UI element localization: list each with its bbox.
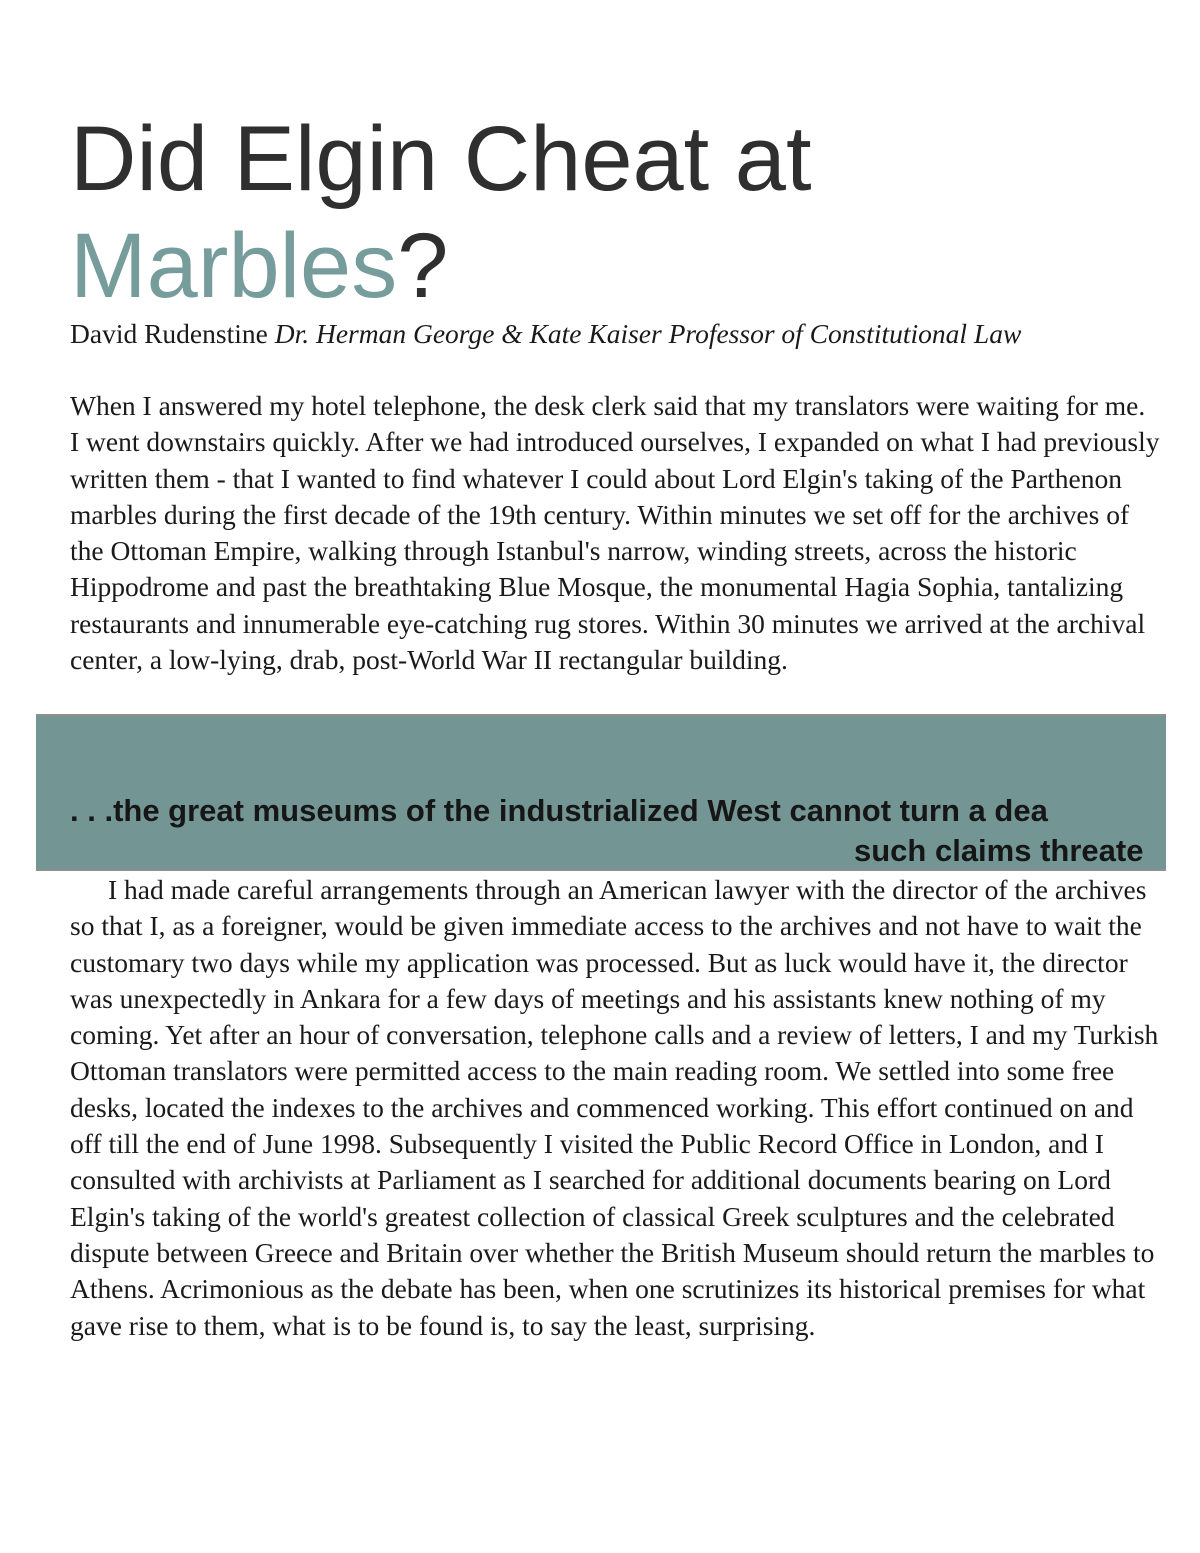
title-question-mark: ? [397, 215, 449, 317]
pull-quote-line-2: such claims threate [854, 833, 1144, 868]
pull-quote-line-1: . . .the great museums of the industrialized West cannot turn a dea [70, 793, 1048, 828]
article-title [70, 106, 812, 320]
body-paragraph-1: When I answered my hotel telephone, the desk clerk said that my translators were waiting for me. I went downstairs quickly. After we had introduced ourselves, I expanded on what I had previously written them - that I wanted to find whatever I could about Lord Elgin's taking of the Parthenon marbles during the first decade of the 19th century. Within minutes we set off for the archives of the Ottoman Empire, walking through Istanbul's narrow, winding streets, across the historic Hippodrome and past the breathtaking Blue Mosque, the monumental Hagia Sophia, tantalizing restaurants and innumerable eye-catching rug stores. Within 30 minutes we arrived at the archival center, a low-lying, drab, post-World War II rectangular building. [70, 390, 1160, 676]
author-byline [70, 316, 1150, 352]
body-paragraph-2: I had made careful arrangements through an American lawyer with the director of the archives so that I, as a foreigner, would be given immediate access to the archives and not have to wait the customary two days while my application was processed. But as luck would have it, the director was unexpectedly in Ankara for a few days of meetings and his assistants knew nothing of my coming. Yet after an hour of conversation, telephone calls and a review of letters, I and my Turkish Ottoman translators were permitted access to the main reading room. We settled into some free desks, located the indexes to the archives and commenced working. This effort continued on and off till the end of June 1998. Subsequently I visited the Public Record Office in London, and I consulted with archivists at Parliament as I searched for additional documents bearing on Lord Elgin's taking of the world's greatest collection of classical Greek sculptures and the celebrated dispute between Greece and Britain over whether the British Museum should return the marbles to Athens. Acrimonious as the debate has been, when one scrutinizes its historical premises for what gave rise to them, what is to be found is, to say the least, surprising. [70, 874, 1159, 1341]
title-accent-word: Marbles [70, 215, 398, 317]
author-name: David Rudenstine [70, 318, 268, 349]
pull-quote-band [36, 714, 1166, 871]
title-text: Did Elgin Cheat at [70, 108, 812, 210]
author-role: Dr. Herman George & Kate Kaiser Professor of Constitutional Law [274, 318, 1022, 349]
